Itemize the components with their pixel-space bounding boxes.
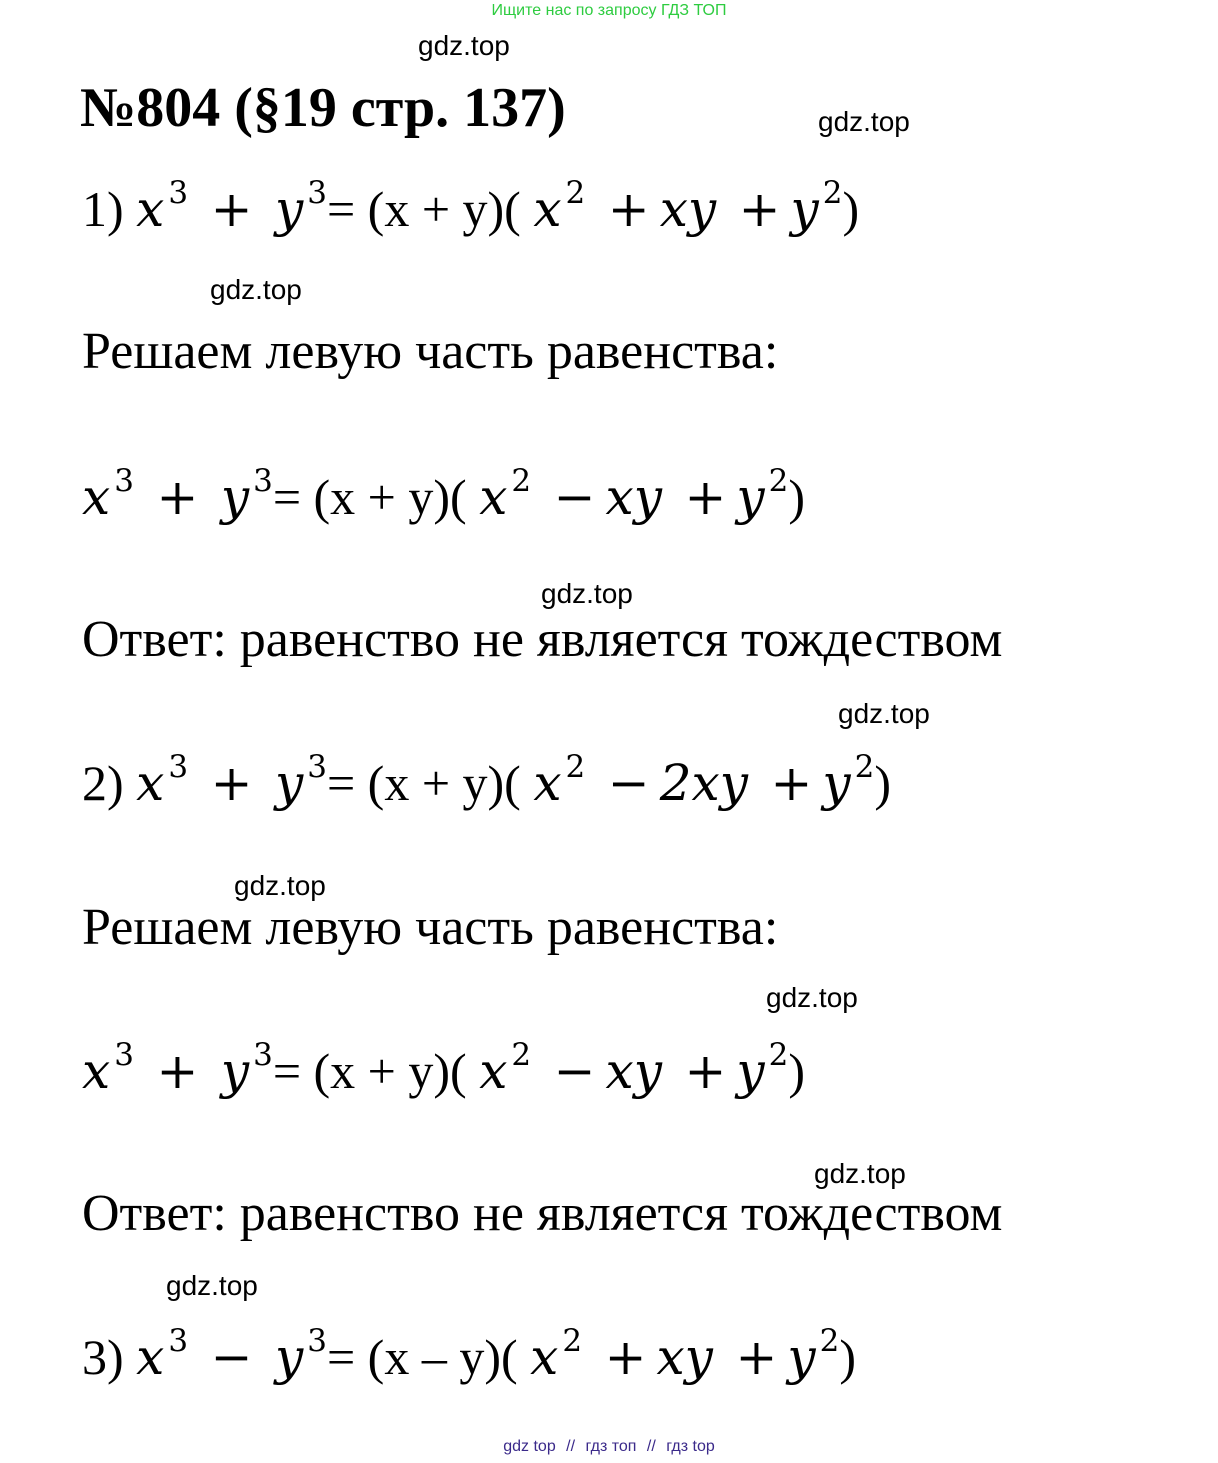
exponent: 3 bbox=[307, 1322, 327, 1359]
operator: + bbox=[770, 754, 813, 812]
factor: = (x – y)( bbox=[326, 1329, 518, 1385]
exponent: 2 bbox=[565, 174, 586, 211]
var: y bbox=[275, 180, 304, 238]
var: x bbox=[479, 468, 508, 526]
var: x bbox=[136, 180, 165, 238]
exponent: 3 bbox=[114, 462, 134, 499]
term: 2xy bbox=[659, 754, 748, 812]
var: x bbox=[533, 180, 562, 238]
equation-3 bbox=[82, 1322, 856, 1386]
var: x bbox=[82, 1042, 111, 1100]
operator: + bbox=[156, 1042, 199, 1100]
equation-label: 3) bbox=[82, 1329, 124, 1385]
equation-1 bbox=[82, 174, 860, 238]
footer-link[interactable]: gdz top bbox=[503, 1438, 556, 1455]
close-paren: ) bbox=[788, 469, 806, 525]
exponent: 2 bbox=[819, 1322, 840, 1359]
factor: = (x + y)( bbox=[326, 755, 521, 811]
exponent: 3 bbox=[307, 174, 327, 211]
factor: = (x + y)( bbox=[272, 1043, 467, 1099]
exponent: 2 bbox=[511, 1036, 532, 1073]
term: xy bbox=[656, 1328, 713, 1386]
exponent: 3 bbox=[253, 1036, 273, 1073]
close-paren: ) bbox=[839, 1329, 856, 1385]
operator: + bbox=[604, 1328, 647, 1386]
operator: − bbox=[607, 754, 650, 812]
solve-text: Решаем левую часть равенства: bbox=[82, 323, 779, 380]
problem-title: №804 (§19 стр. 137) bbox=[80, 77, 566, 139]
footer bbox=[0, 1438, 1218, 1456]
watermark: gdz.top bbox=[541, 578, 633, 609]
exponent: 3 bbox=[114, 1036, 134, 1073]
operator: + bbox=[210, 180, 253, 238]
footer-link[interactable]: гдз top bbox=[666, 1438, 715, 1455]
term: xy bbox=[605, 468, 662, 526]
answer-text: Ответ: равенство не является тождеством bbox=[82, 1185, 1003, 1242]
operator: + bbox=[210, 754, 253, 812]
top-search-note: Ищите нас по запросу ГДЗ ТОП bbox=[491, 2, 727, 19]
var: x bbox=[530, 1328, 559, 1386]
equation-2 bbox=[82, 748, 891, 812]
exponent: 3 bbox=[168, 748, 189, 785]
exponent: 3 bbox=[307, 748, 327, 785]
watermark: gdz.top bbox=[818, 106, 910, 137]
exponent: 2 bbox=[854, 748, 875, 785]
var: y bbox=[275, 1328, 304, 1386]
var: y bbox=[822, 754, 851, 812]
exponent: 2 bbox=[562, 1322, 583, 1359]
operator: − bbox=[553, 1042, 596, 1100]
var: x bbox=[136, 1328, 165, 1386]
watermark: gdz.top bbox=[234, 870, 326, 901]
operator: + bbox=[607, 180, 650, 238]
exponent: 3 bbox=[253, 462, 273, 499]
watermark: gdz.top bbox=[418, 30, 510, 61]
exponent: 2 bbox=[822, 174, 843, 211]
equation-label: 2) bbox=[82, 755, 124, 811]
exponent: 3 bbox=[168, 174, 189, 211]
operator: + bbox=[735, 1328, 778, 1386]
var: y bbox=[736, 468, 765, 526]
watermark: gdz.top bbox=[166, 1270, 258, 1301]
solve-text: Решаем левую часть равенства: bbox=[82, 899, 779, 956]
operator: + bbox=[738, 180, 781, 238]
equation-2-solved bbox=[82, 1036, 806, 1100]
footer-separator: // bbox=[566, 1438, 576, 1455]
exponent: 2 bbox=[511, 462, 532, 499]
var: y bbox=[220, 1042, 250, 1100]
equation-1-solved bbox=[82, 462, 806, 526]
watermark: gdz.top bbox=[210, 274, 302, 305]
equation-label: 1) bbox=[82, 181, 124, 237]
term: xy bbox=[659, 180, 717, 238]
close-paren: ) bbox=[788, 1043, 806, 1099]
exponent: 2 bbox=[768, 462, 789, 499]
watermark: gdz.top bbox=[838, 698, 930, 729]
var: y bbox=[275, 754, 304, 812]
var: y bbox=[790, 180, 819, 238]
operator: − bbox=[210, 1328, 253, 1386]
exponent: 2 bbox=[768, 1036, 789, 1073]
factor: = (x + y)( bbox=[272, 469, 467, 525]
footer-link[interactable]: гдз топ bbox=[585, 1438, 637, 1455]
factor: = (x + y)( bbox=[326, 181, 521, 237]
operator: + bbox=[684, 468, 727, 526]
answer-text: Ответ: равенство не является тождеством bbox=[82, 611, 1003, 668]
operator: + bbox=[156, 468, 199, 526]
var: y bbox=[736, 1042, 765, 1100]
var: x bbox=[82, 468, 111, 526]
operator: + bbox=[684, 1042, 727, 1100]
exponent: 3 bbox=[168, 1322, 189, 1359]
close-paren: ) bbox=[874, 755, 891, 811]
term: xy bbox=[605, 1042, 662, 1100]
exponent: 2 bbox=[565, 748, 586, 785]
close-paren: ) bbox=[842, 181, 860, 237]
var: y bbox=[787, 1328, 816, 1386]
operator: − bbox=[553, 468, 596, 526]
watermark: gdz.top bbox=[814, 1158, 906, 1189]
var: x bbox=[136, 754, 165, 812]
watermark: gdz.top bbox=[766, 982, 858, 1013]
var: y bbox=[220, 468, 250, 526]
footer-separator: // bbox=[646, 1438, 656, 1455]
var: x bbox=[533, 754, 562, 812]
var: x bbox=[479, 1042, 508, 1100]
